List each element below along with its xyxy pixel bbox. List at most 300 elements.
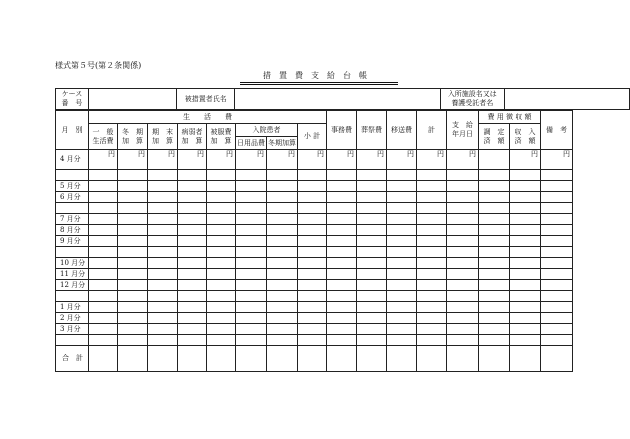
ledger-cell[interactable] [417, 247, 447, 258]
grand-total-cell[interactable] [148, 346, 178, 372]
ledger-cell[interactable] [236, 258, 267, 269]
ledger-cell[interactable] [510, 236, 541, 247]
ledger-cell[interactable] [148, 247, 178, 258]
ledger-cell[interactable] [479, 302, 510, 313]
ledger-cell[interactable] [207, 302, 236, 313]
ledger-cell[interactable] [510, 203, 541, 214]
ledger-cell[interactable] [327, 236, 357, 247]
ledger-cell[interactable] [236, 170, 267, 181]
grand-total-cell[interactable] [357, 346, 387, 372]
ledger-cell[interactable] [298, 214, 327, 225]
ledger-cell[interactable] [447, 269, 479, 280]
ledger-cell[interactable] [89, 170, 118, 181]
ledger-cell[interactable] [207, 291, 236, 302]
ledger-cell[interactable] [236, 181, 267, 192]
ledger-cell[interactable] [417, 170, 447, 181]
ledger-cell[interactable] [267, 214, 298, 225]
ledger-cell[interactable] [267, 181, 298, 192]
ledger-cell[interactable] [89, 335, 118, 346]
ledger-cell[interactable] [267, 335, 298, 346]
ledger-cell[interactable] [447, 214, 479, 225]
ledger-cell[interactable] [327, 225, 357, 236]
ledger-cell[interactable] [118, 236, 148, 247]
ledger-cell[interactable] [178, 335, 207, 346]
ledger-cell[interactable] [479, 280, 510, 291]
ledger-cell[interactable] [178, 247, 207, 258]
ledger-cell[interactable] [148, 280, 178, 291]
ledger-cell[interactable] [148, 170, 178, 181]
ledger-cell[interactable] [447, 302, 479, 313]
ledger-cell[interactable] [298, 280, 327, 291]
ledger-cell[interactable] [479, 170, 510, 181]
grand-total-cell[interactable] [236, 346, 267, 372]
ledger-cell[interactable] [510, 170, 541, 181]
ledger-cell[interactable] [417, 192, 447, 203]
ledger-cell[interactable] [178, 203, 207, 214]
ledger-cell[interactable] [479, 291, 510, 302]
ledger-cell[interactable] [479, 214, 510, 225]
ledger-cell[interactable] [207, 203, 236, 214]
table-row [56, 258, 573, 269]
ledger-cell[interactable] [387, 335, 417, 346]
ledger-cell[interactable] [236, 192, 267, 203]
ledger-cell[interactable] [118, 214, 148, 225]
ledger-cell[interactable] [541, 170, 573, 181]
ledger-cell[interactable] [510, 302, 541, 313]
ledger-cell[interactable] [387, 302, 417, 313]
ledger-cell[interactable] [541, 203, 573, 214]
ledger-cell[interactable] [447, 225, 479, 236]
month-label [56, 291, 89, 302]
ledger-cell[interactable] [207, 258, 236, 269]
ledger-cell[interactable] [267, 313, 298, 324]
month-label: 3 月分 [56, 324, 89, 335]
ledger-cell[interactable] [387, 214, 417, 225]
office-fee-header: 事務費 [327, 111, 357, 150]
ledger-cell[interactable] [541, 247, 573, 258]
ledger-cell[interactable] [298, 302, 327, 313]
ledger-cell[interactable] [298, 247, 327, 258]
ledger-cell[interactable] [178, 225, 207, 236]
ledger-cell[interactable] [178, 181, 207, 192]
ledger-cell[interactable] [298, 258, 327, 269]
ledger-cell[interactable] [417, 324, 447, 335]
ledger-cell[interactable] [510, 258, 541, 269]
ledger-cell[interactable] [479, 247, 510, 258]
ledger-cell[interactable] [89, 225, 118, 236]
ledger-cell[interactable] [148, 236, 178, 247]
ledger-table [55, 110, 573, 372]
table-row [56, 291, 573, 302]
ledger-cell[interactable] [510, 269, 541, 280]
ledger-cell[interactable] [479, 324, 510, 335]
ledger-cell[interactable] [447, 203, 479, 214]
ledger-cell[interactable] [387, 203, 417, 214]
ledger-cell[interactable] [89, 214, 118, 225]
ledger-cell[interactable] [357, 324, 387, 335]
ledger-cell[interactable] [118, 225, 148, 236]
ledger-cell[interactable] [447, 170, 479, 181]
ledger-cell[interactable] [267, 302, 298, 313]
ledger-cell[interactable] [148, 225, 178, 236]
ledger-cell[interactable] [118, 247, 148, 258]
ledger-cell[interactable] [178, 313, 207, 324]
ledger-cell[interactable] [118, 170, 148, 181]
ledger-cell[interactable] [178, 280, 207, 291]
ledger-cell[interactable] [447, 324, 479, 335]
ledger-cell[interactable] [298, 291, 327, 302]
ledger-cell[interactable] [236, 225, 267, 236]
ledger-cell[interactable] [207, 335, 236, 346]
ledger-cell[interactable] [327, 280, 357, 291]
ledger-cell[interactable] [327, 214, 357, 225]
ledger-cell[interactable] [510, 247, 541, 258]
facility-field[interactable] [504, 89, 629, 110]
grand-total-cell[interactable] [510, 346, 541, 372]
ledger-cell[interactable] [148, 192, 178, 203]
facility-label: 入所施設名又は 養護受託者名 [440, 89, 504, 110]
ledger-cell[interactable] [298, 225, 327, 236]
ledger-cell[interactable] [148, 203, 178, 214]
ledger-cell[interactable] [89, 258, 118, 269]
ledger-cell[interactable] [207, 236, 236, 247]
ledger-cell[interactable] [357, 192, 387, 203]
ledger-cell[interactable] [357, 170, 387, 181]
ledger-cell[interactable] [510, 192, 541, 203]
yen-unit: 円 [207, 150, 236, 170]
ledger-cell[interactable] [148, 291, 178, 302]
ledger-cell[interactable] [447, 258, 479, 269]
ledger-cell[interactable] [267, 170, 298, 181]
ledger-cell[interactable] [178, 291, 207, 302]
ledger-cell[interactable] [387, 247, 417, 258]
ledger-cell[interactable] [267, 269, 298, 280]
month-label: 5 月分 [56, 181, 89, 192]
table-row [56, 170, 573, 181]
recipient-name-field[interactable] [235, 89, 441, 110]
ledger-cell[interactable] [178, 269, 207, 280]
ledger-cell[interactable] [541, 324, 573, 335]
ledger-cell[interactable] [89, 192, 118, 203]
ledger-cell[interactable] [447, 335, 479, 346]
ledger-cell[interactable] [118, 324, 148, 335]
ledger-cell[interactable] [357, 247, 387, 258]
ledger-cell[interactable] [118, 258, 148, 269]
ledger-cell[interactable] [387, 324, 417, 335]
ledger-cell[interactable] [447, 313, 479, 324]
ledger-cell[interactable] [541, 192, 573, 203]
winter-addition-header: 冬 期 加 算 [118, 124, 148, 150]
ledger-cell[interactable] [357, 214, 387, 225]
ledger-cell[interactable] [118, 335, 148, 346]
ledger-cell[interactable] [387, 225, 417, 236]
ledger-cell[interactable] [357, 302, 387, 313]
ledger-cell[interactable] [510, 214, 541, 225]
ledger-cell[interactable] [357, 291, 387, 302]
ledger-cell[interactable] [267, 280, 298, 291]
title-underline-2 [240, 84, 398, 85]
ledger-cell[interactable] [541, 269, 573, 280]
ledger-cell[interactable] [207, 247, 236, 258]
ledger-cell[interactable] [327, 324, 357, 335]
ledger-cell[interactable] [479, 313, 510, 324]
ledger-cell[interactable] [479, 258, 510, 269]
ledger-cell[interactable] [357, 258, 387, 269]
ledger-cell[interactable] [357, 313, 387, 324]
ledger-cell[interactable] [447, 291, 479, 302]
ledger-cell[interactable] [357, 269, 387, 280]
ledger-cell[interactable] [510, 225, 541, 236]
ledger-cell[interactable] [417, 214, 447, 225]
ledger-cell[interactable] [387, 236, 417, 247]
ledger-cell[interactable] [447, 247, 479, 258]
ledger-cell[interactable] [267, 291, 298, 302]
ledger-cell[interactable] [387, 280, 417, 291]
ledger-cell[interactable] [236, 203, 267, 214]
ledger-cell[interactable] [447, 236, 479, 247]
ledger-cell[interactable] [387, 258, 417, 269]
ledger-cell[interactable] [89, 203, 118, 214]
yen-unit: 円 [148, 150, 178, 170]
ledger-cell[interactable] [298, 313, 327, 324]
ledger-cell[interactable] [89, 181, 118, 192]
ledger-cell[interactable] [178, 192, 207, 203]
ledger-cell[interactable] [178, 258, 207, 269]
month-label [56, 247, 89, 258]
ledger-cell[interactable] [89, 324, 118, 335]
ledger-cell[interactable] [357, 280, 387, 291]
ledger-cell[interactable] [447, 181, 479, 192]
grand-total-cell[interactable] [267, 346, 298, 372]
ledger-cell[interactable] [267, 203, 298, 214]
ledger-cell[interactable] [447, 280, 479, 291]
ledger-cell[interactable] [207, 225, 236, 236]
ledger-cell[interactable] [417, 225, 447, 236]
ledger-cell[interactable] [327, 269, 357, 280]
ledger-cell[interactable] [298, 324, 327, 335]
table-row [56, 269, 573, 280]
ledger-cell[interactable] [178, 170, 207, 181]
month-label [56, 170, 89, 181]
ledger-cell[interactable] [236, 280, 267, 291]
ledger-cell[interactable] [327, 291, 357, 302]
ledger-cell[interactable] [118, 313, 148, 324]
ledger-cell[interactable] [118, 181, 148, 192]
ledger-cell[interactable] [541, 335, 573, 346]
grand-total-cell[interactable] [541, 346, 573, 372]
ledger-cell[interactable] [327, 203, 357, 214]
ledger-cell[interactable] [236, 302, 267, 313]
ledger-cell[interactable] [178, 302, 207, 313]
remarks-header: 備 考 [541, 111, 573, 150]
ledger-cell[interactable] [510, 181, 541, 192]
ledger-cell[interactable] [447, 192, 479, 203]
ledger-cell[interactable] [417, 236, 447, 247]
ledger-cell[interactable] [89, 247, 118, 258]
ledger-cell[interactable] [207, 214, 236, 225]
ledger-cell[interactable] [479, 192, 510, 203]
ledger-cell[interactable] [89, 313, 118, 324]
ledger-cell[interactable] [89, 302, 118, 313]
ledger-cell[interactable] [178, 214, 207, 225]
ledger-cell[interactable] [148, 335, 178, 346]
ledger-cell[interactable] [207, 313, 236, 324]
ledger-cell[interactable] [236, 214, 267, 225]
ledger-cell[interactable] [541, 302, 573, 313]
month-label: 7 月分 [56, 214, 89, 225]
ledger-cell[interactable] [417, 335, 447, 346]
ledger-cell[interactable] [207, 269, 236, 280]
ledger-cell[interactable] [118, 269, 148, 280]
ledger-cell[interactable] [479, 203, 510, 214]
ledger-cell[interactable] [178, 236, 207, 247]
ledger-cell[interactable] [148, 324, 178, 335]
ledger-cell[interactable] [479, 150, 510, 170]
grand-total-cell[interactable] [417, 346, 447, 372]
grand-total-cell[interactable] [327, 346, 357, 372]
ledger-cell[interactable] [327, 335, 357, 346]
ledger-cell[interactable] [267, 324, 298, 335]
grand-total-cell[interactable] [207, 346, 236, 372]
ledger-cell[interactable] [327, 170, 357, 181]
ledger-cell[interactable] [357, 335, 387, 346]
grand-total-cell[interactable] [387, 346, 417, 372]
ledger-cell[interactable] [89, 236, 118, 247]
ledger-cell[interactable] [541, 214, 573, 225]
ledger-cell[interactable] [417, 302, 447, 313]
ledger-cell[interactable] [541, 313, 573, 324]
recipient-name-label: 被措置者氏名 [177, 89, 235, 110]
ledger-cell[interactable] [236, 313, 267, 324]
ledger-cell[interactable] [148, 181, 178, 192]
ledger-cell[interactable] [267, 225, 298, 236]
ledger-cell[interactable] [327, 302, 357, 313]
ledger-cell[interactable] [510, 280, 541, 291]
yen-unit: 円 [417, 150, 447, 170]
ledger-cell[interactable] [207, 324, 236, 335]
ledger-cell[interactable] [178, 324, 207, 335]
ledger-cell[interactable] [417, 280, 447, 291]
grand-total-cell[interactable] [298, 346, 327, 372]
ledger-cell[interactable] [541, 280, 573, 291]
ledger-cell[interactable] [541, 225, 573, 236]
ledger-cell[interactable] [236, 291, 267, 302]
ledger-cell[interactable] [298, 203, 327, 214]
ledger-cell[interactable] [207, 280, 236, 291]
ledger-cell[interactable] [236, 324, 267, 335]
ledger-cell[interactable] [541, 181, 573, 192]
ledger-cell[interactable] [479, 335, 510, 346]
ledger-cell[interactable] [298, 335, 327, 346]
ledger-cell[interactable] [207, 192, 236, 203]
ledger-cell[interactable] [267, 258, 298, 269]
ledger-cell[interactable] [417, 258, 447, 269]
grand-total-cell[interactable] [89, 346, 118, 372]
table-row [56, 225, 573, 236]
ledger-cell[interactable] [298, 170, 327, 181]
ledger-cell[interactable] [417, 291, 447, 302]
ledger-cell[interactable] [207, 170, 236, 181]
ledger-cell[interactable] [118, 302, 148, 313]
ledger-cell[interactable] [118, 280, 148, 291]
grand-total-cell[interactable] [178, 346, 207, 372]
ledger-cell[interactable] [479, 225, 510, 236]
grand-total-cell[interactable] [447, 346, 479, 372]
ledger-cell[interactable] [541, 258, 573, 269]
ledger-cell[interactable] [298, 181, 327, 192]
ledger-cell[interactable] [541, 291, 573, 302]
infirm-addition-header: 病弱者 加 算 [178, 124, 207, 150]
ledger-cell[interactable] [387, 269, 417, 280]
grand-total-cell[interactable] [118, 346, 148, 372]
ledger-cell[interactable] [327, 181, 357, 192]
ledger-cell[interactable] [479, 181, 510, 192]
ledger-cell[interactable] [510, 324, 541, 335]
ledger-cell[interactable] [387, 291, 417, 302]
ledger-cell[interactable] [298, 269, 327, 280]
ledger-cell[interactable] [387, 192, 417, 203]
ledger-cell[interactable] [148, 302, 178, 313]
case-number-field[interactable] [88, 89, 177, 110]
ledger-cell[interactable] [207, 181, 236, 192]
month-label: 12 月分 [56, 280, 89, 291]
ledger-cell[interactable] [148, 214, 178, 225]
ledger-cell[interactable] [327, 313, 357, 324]
ledger-cell[interactable] [118, 192, 148, 203]
ledger-cell[interactable] [236, 236, 267, 247]
ledger-cell[interactable] [327, 192, 357, 203]
ledger-cell[interactable] [89, 291, 118, 302]
ledger-cell[interactable] [417, 313, 447, 324]
ledger-cell[interactable] [267, 236, 298, 247]
ledger-cell[interactable] [267, 192, 298, 203]
ledger-cell[interactable] [387, 181, 417, 192]
ledger-cell[interactable] [148, 258, 178, 269]
ledger-cell[interactable] [298, 236, 327, 247]
ledger-cell[interactable] [387, 170, 417, 181]
ledger-cell[interactable] [89, 269, 118, 280]
ledger-cell[interactable] [510, 335, 541, 346]
month-label [56, 335, 89, 346]
ledger-cell[interactable] [118, 203, 148, 214]
ledger-cell[interactable] [357, 236, 387, 247]
ledger-cell[interactable] [417, 203, 447, 214]
ledger-cell[interactable] [357, 203, 387, 214]
ledger-cell[interactable] [479, 236, 510, 247]
ledger-cell[interactable] [510, 313, 541, 324]
ledger-cell[interactable] [236, 335, 267, 346]
ledger-cell[interactable] [417, 269, 447, 280]
ledger-cell[interactable] [267, 247, 298, 258]
ledger-cell[interactable] [510, 291, 541, 302]
ledger-cell[interactable] [327, 258, 357, 269]
ledger-cell[interactable] [357, 225, 387, 236]
ledger-cell[interactable] [148, 313, 178, 324]
grand-total-cell[interactable] [479, 346, 510, 372]
ledger-cell[interactable] [298, 192, 327, 203]
ledger-cell[interactable] [327, 247, 357, 258]
ledger-cell[interactable] [148, 269, 178, 280]
ledger-cell[interactable] [236, 269, 267, 280]
ledger-cell[interactable] [236, 247, 267, 258]
ledger-cell[interactable] [541, 236, 573, 247]
ledger-cell[interactable] [479, 269, 510, 280]
ledger-cell[interactable] [118, 291, 148, 302]
ledger-cell[interactable] [89, 280, 118, 291]
ledger-cell[interactable] [417, 181, 447, 192]
ledger-cell[interactable] [387, 313, 417, 324]
ledger-cell[interactable] [357, 181, 387, 192]
